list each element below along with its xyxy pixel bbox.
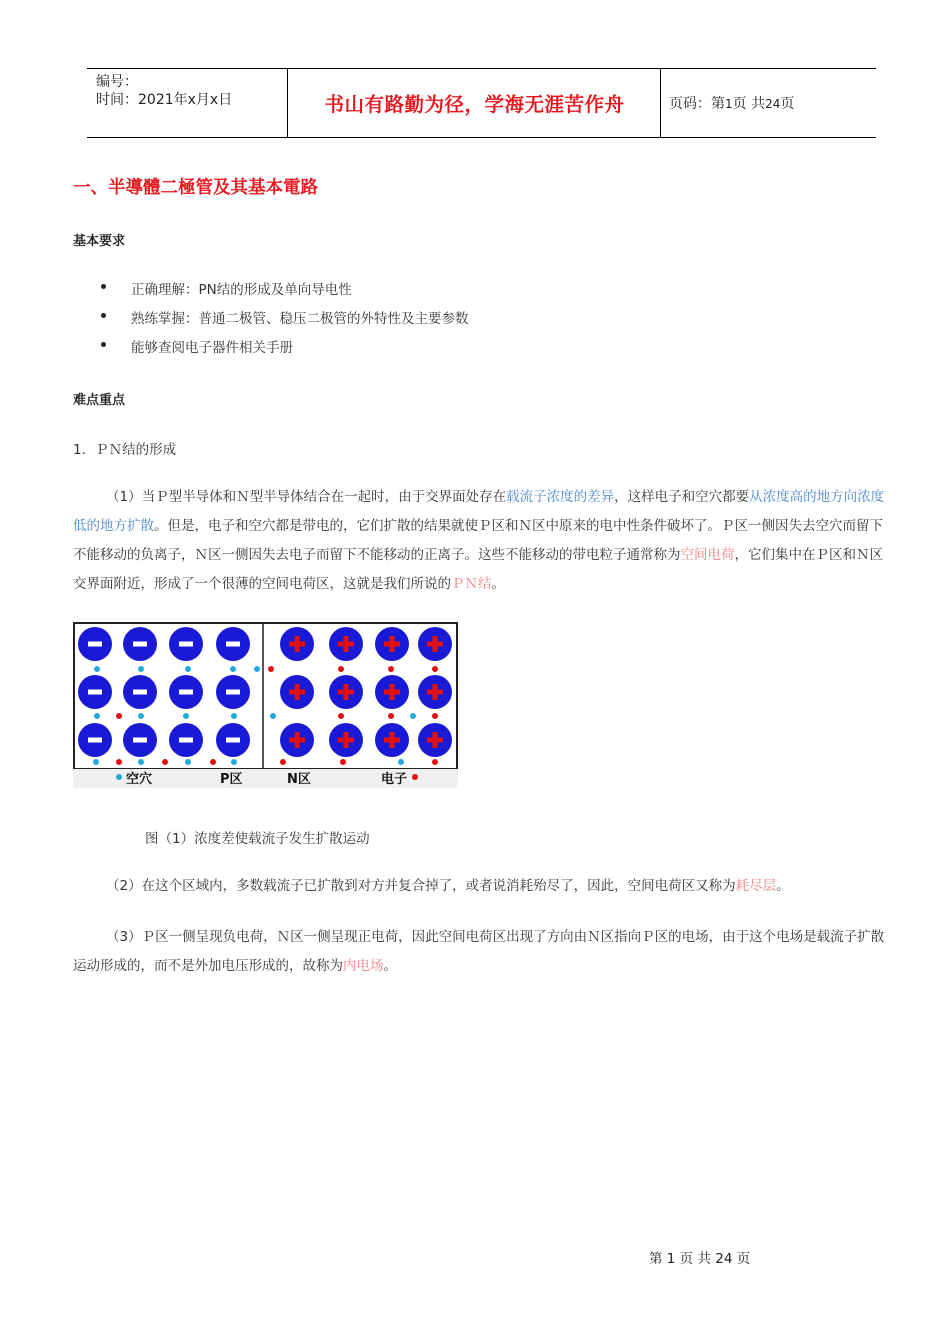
electron-dot (432, 666, 438, 672)
positive-ion (280, 723, 314, 757)
electron-dot (116, 713, 122, 719)
minus-icon (179, 738, 193, 743)
plus-icon-v (344, 636, 349, 652)
requirement-item: 能够查阅电子器件相关手册 (131, 340, 293, 356)
positive-ion (329, 723, 363, 757)
positive-ion (375, 675, 409, 709)
hole-dot (93, 759, 99, 765)
legend-n-region: N区 (287, 772, 311, 787)
plus-icon-v (344, 732, 349, 748)
minus-icon (88, 738, 102, 743)
minus-icon (88, 690, 102, 695)
electron-dot (432, 759, 438, 765)
electron-dot (340, 759, 346, 765)
minus-icon (179, 642, 193, 647)
document-header (87, 68, 876, 138)
hole-dot (398, 759, 404, 765)
requirement-item: 正确理解：PN结的形成及单向导电性 (131, 282, 352, 298)
electron-dot (280, 759, 286, 765)
plus-icon-v (390, 732, 395, 748)
hole-dot (230, 666, 236, 672)
header-page-number: 页码：第1页 共24页 (669, 96, 795, 112)
electron-dot (388, 666, 394, 672)
electron-dot (388, 713, 394, 719)
minus-icon (179, 690, 193, 695)
header-meta (96, 73, 232, 109)
minus-icon (226, 642, 240, 647)
hole-dot (183, 713, 189, 719)
electron-dot (116, 759, 122, 765)
minus-icon (88, 642, 102, 647)
hole-dot (138, 666, 144, 672)
negative-ion (123, 675, 157, 709)
positive-ion (329, 627, 363, 661)
plus-icon-v (390, 684, 395, 700)
legend-p-region: P区 (220, 772, 243, 787)
highlight-text: 耗尽层 (735, 878, 777, 894)
number-label: 编号： (96, 74, 138, 90)
positive-ion (375, 723, 409, 757)
positive-ion (418, 627, 452, 661)
negative-ion (123, 627, 157, 661)
section-title: 一、半導體二極管及其基本電路 (73, 178, 318, 198)
hole-dot (254, 666, 260, 672)
highlight-text: ＰＮ结 (451, 576, 492, 592)
minus-icon (133, 642, 147, 647)
plus-icon-v (295, 732, 300, 748)
pn-junction-diagram (73, 622, 458, 788)
minus-icon (226, 690, 240, 695)
hole-dot (185, 759, 191, 765)
highlight-text: 从浓度高的地方向浓度低的地方扩散 (73, 489, 885, 534)
negative-ion (169, 675, 203, 709)
electron-dot (162, 759, 168, 765)
subheading: 1．ＰＮ结的形成 (73, 442, 177, 458)
hole-dot (138, 713, 144, 719)
plus-icon-v (295, 684, 300, 700)
paragraph-2: （2）在这个区域内，多数载流子已扩散到对方并复合掉了，或者说消耗殆尽了，因此，空间电荷区又称为耗尽层。 (106, 878, 790, 894)
positive-ion (418, 723, 452, 757)
electron-legend-icon (412, 774, 418, 780)
negative-ion (169, 627, 203, 661)
pn-junction-svg (73, 622, 458, 788)
time-label: 时间：2021年x月x日 (96, 92, 233, 108)
hole-dot (94, 666, 100, 672)
electron-dot (338, 713, 344, 719)
key-points-heading: 难点重点 (73, 393, 126, 408)
page-footer: 第 1 页 共 24 页 (649, 1251, 751, 1267)
positive-ion (329, 675, 363, 709)
plus-icon-v (295, 636, 300, 652)
plus-icon-v (390, 636, 395, 652)
requirements-heading: 基本要求 (73, 234, 126, 249)
figure-caption: 图（1）浓度差使载流子发生扩散运动 (145, 831, 370, 847)
bullet-icon (101, 342, 106, 347)
paragraph-3: （3）Ｐ区一侧呈现负电荷，Ｎ区一侧呈现正电荷，因此空间电荷区出现了方向由Ｎ区指向Ｐ区的电场，由于这个电场是载流子扩散运动形成的，而不是外加电压形成的，故称为内电场。 (73, 929, 885, 974)
electron-dot (268, 666, 274, 672)
minus-icon (133, 738, 147, 743)
negative-ion (216, 723, 250, 757)
plus-icon-v (433, 732, 438, 748)
negative-ion (78, 723, 112, 757)
hole-dot (185, 666, 191, 672)
negative-ion (78, 627, 112, 661)
hole-dot (231, 713, 237, 719)
hole-dot (138, 759, 144, 765)
positive-ion (375, 627, 409, 661)
plus-icon-v (433, 684, 438, 700)
negative-ion (169, 723, 203, 757)
negative-ion (216, 675, 250, 709)
negative-ion (123, 723, 157, 757)
header-motto: 书山有路勤为径，学海无涯苦作舟 (324, 93, 625, 116)
paragraph-1: （1）当Ｐ型半导体和Ｎ型半导体结合在一起时，由于交界面处存在载流子浓度的差异，这样电子和空穴都要从浓度高的地方向浓度低的地方扩散。但是，电子和空穴都是带电的，它们扩散的结果就使Ｐ区和Ｎ区中原来的电中性条件破坏了。Ｐ区一侧因失去空穴而留下不能移动的负离子，Ｎ区一侧因失去电子而留下不能移动的正离子。这些不能移动的带电粒子通常称为空间电荷，它们集中在Ｐ区和Ｎ区交界面附近，形成了一个很薄的空间电荷区，这就是我们所说的ＰＮ结。 (73, 489, 885, 592)
positive-ion (418, 675, 452, 709)
plus-icon-v (344, 684, 349, 700)
electron-dot (432, 713, 438, 719)
highlight-text: 载流子浓度的差异 (506, 489, 615, 505)
electron-dot (210, 759, 216, 765)
positive-ion (280, 627, 314, 661)
positive-ion (280, 675, 314, 709)
hole-dot (410, 713, 416, 719)
bullet-icon (101, 284, 106, 289)
hole-dot (94, 713, 100, 719)
legend-electron: 电子 (381, 772, 408, 787)
minus-icon (133, 690, 147, 695)
plus-icon-v (433, 636, 438, 652)
hole-dot (231, 759, 237, 765)
highlight-text: 空间电荷 (680, 547, 735, 563)
highlight-text: 内电场 (343, 958, 384, 974)
hole-dot (270, 713, 276, 719)
electron-dot (338, 666, 344, 672)
negative-ion (216, 627, 250, 661)
negative-ion (78, 675, 112, 709)
minus-icon (226, 738, 240, 743)
bullet-icon (101, 313, 106, 318)
requirement-item: 熟练掌握：普通二极管、稳压二极管的外特性及主要参数 (131, 311, 469, 327)
legend-hole: 空穴 (126, 772, 153, 787)
hole-legend-icon (116, 774, 122, 780)
